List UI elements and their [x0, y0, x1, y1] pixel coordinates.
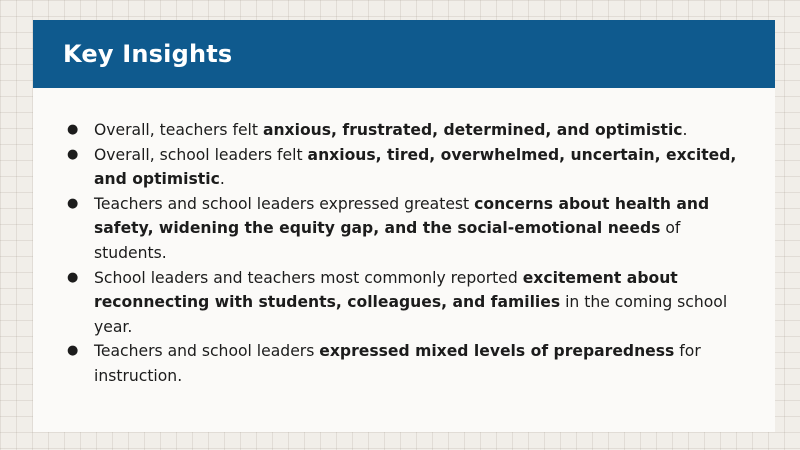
bullet-icon: ● [67, 195, 79, 211]
insight-item [65, 143, 755, 192]
insight-item [65, 339, 755, 388]
insight-item [65, 192, 755, 266]
insight-text: of students. [94, 219, 681, 262]
insight-text: for instruction. [94, 342, 701, 385]
insights-list [65, 118, 755, 389]
insight-text: Overall, teachers felt [94, 121, 263, 139]
bullet-icon: ● [67, 269, 79, 285]
insight-text: Teachers and school leaders [94, 342, 320, 361]
bullet-icon: ● [67, 122, 79, 137]
insight-text: in the coming school year. [94, 293, 728, 336]
insight-emphasis: anxious, tired, overwhelmed, uncertain, excited, and optimistic [94, 145, 737, 189]
insight-emphasis: excitement about reconnecting with students, colleagues, and families [94, 268, 678, 312]
insight-emphasis: concerns about health and safety, widening the equity gap, and the social-emotional needs [94, 194, 710, 238]
insight-text: . [219, 170, 225, 189]
insight-text: School leaders and teachers most commonly reported [94, 268, 523, 287]
insight-text: . [682, 121, 688, 139]
bullet-icon: ● [67, 343, 79, 359]
title-bar [33, 20, 775, 88]
insight-emphasis: anxious, frustrated, determined, and optimistic [262, 121, 683, 139]
slide-title: Key Insights [63, 40, 233, 68]
insight-text: Teachers and school leaders expressed greatest [94, 194, 475, 213]
insight-item [65, 266, 755, 340]
insight-emphasis: expressed mixed levels of preparedness [319, 342, 675, 361]
insight-item [65, 118, 755, 143]
insight-text: Overall, school leaders felt [94, 145, 308, 164]
slide [33, 20, 775, 432]
bullet-icon: ● [67, 146, 79, 162]
